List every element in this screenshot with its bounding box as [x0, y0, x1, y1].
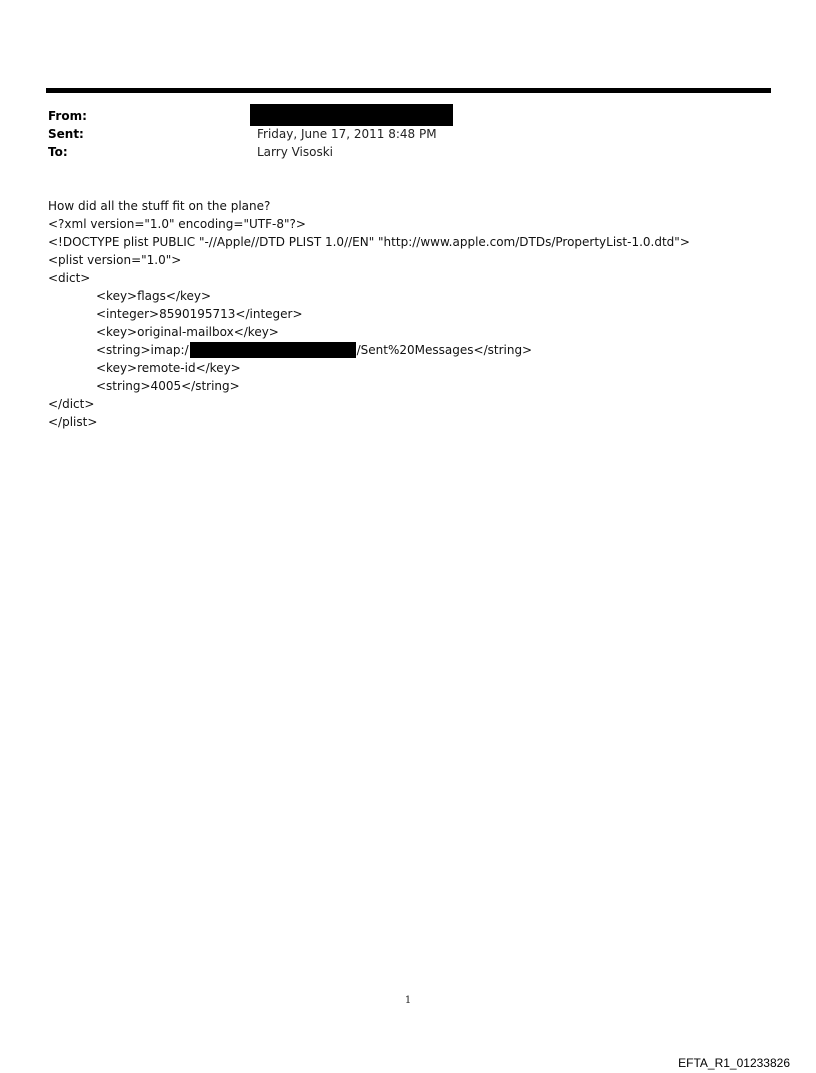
body-line: <key>flags</key>: [96, 289, 212, 303]
body-line: <string>4005</string>: [96, 379, 240, 393]
body-line-mailbox: [48, 341, 768, 359]
body-line: How did all the stuff fit on the plane?: [48, 199, 271, 213]
body-line: <?xml version="1.0" encoding="UTF-8"?>: [48, 217, 306, 231]
body-line: </plist>: [48, 415, 98, 429]
body-line: </dict>: [48, 397, 95, 411]
body-line: <!DOCTYPE plist PUBLIC "-//Apple//DTD PLIST 1.0//EN" "http://www.apple.com/DTDs/PropertyList-1.0.dtd">: [48, 235, 690, 249]
body-line: <dict>: [48, 271, 91, 285]
body-line: <key>remote-id</key>: [96, 361, 241, 375]
mailbox-suffix: /Sent%20Messages</string>: [356, 343, 533, 357]
to-value: Larry Visoski: [257, 145, 334, 159]
body-line: <plist version="1.0">: [48, 253, 182, 267]
body-line: <key>original-mailbox</key>: [96, 325, 279, 339]
mailbox-redaction: [190, 342, 356, 358]
to-label: To:: [48, 145, 68, 159]
body-line: <integer>8590195713</integer>: [96, 307, 303, 321]
from-label: From:: [48, 109, 87, 123]
header-divider: [46, 88, 771, 93]
sent-value: Friday, June 17, 2011 8:48 PM: [257, 127, 437, 141]
bates-number: EFTA_R1_01233826: [678, 1056, 790, 1070]
message-body: [48, 197, 768, 431]
page-number: 1: [404, 995, 412, 1006]
sent-label: Sent:: [48, 127, 84, 141]
from-redaction: [250, 104, 453, 126]
mailbox-prefix: <string>imap:/: [96, 343, 189, 357]
